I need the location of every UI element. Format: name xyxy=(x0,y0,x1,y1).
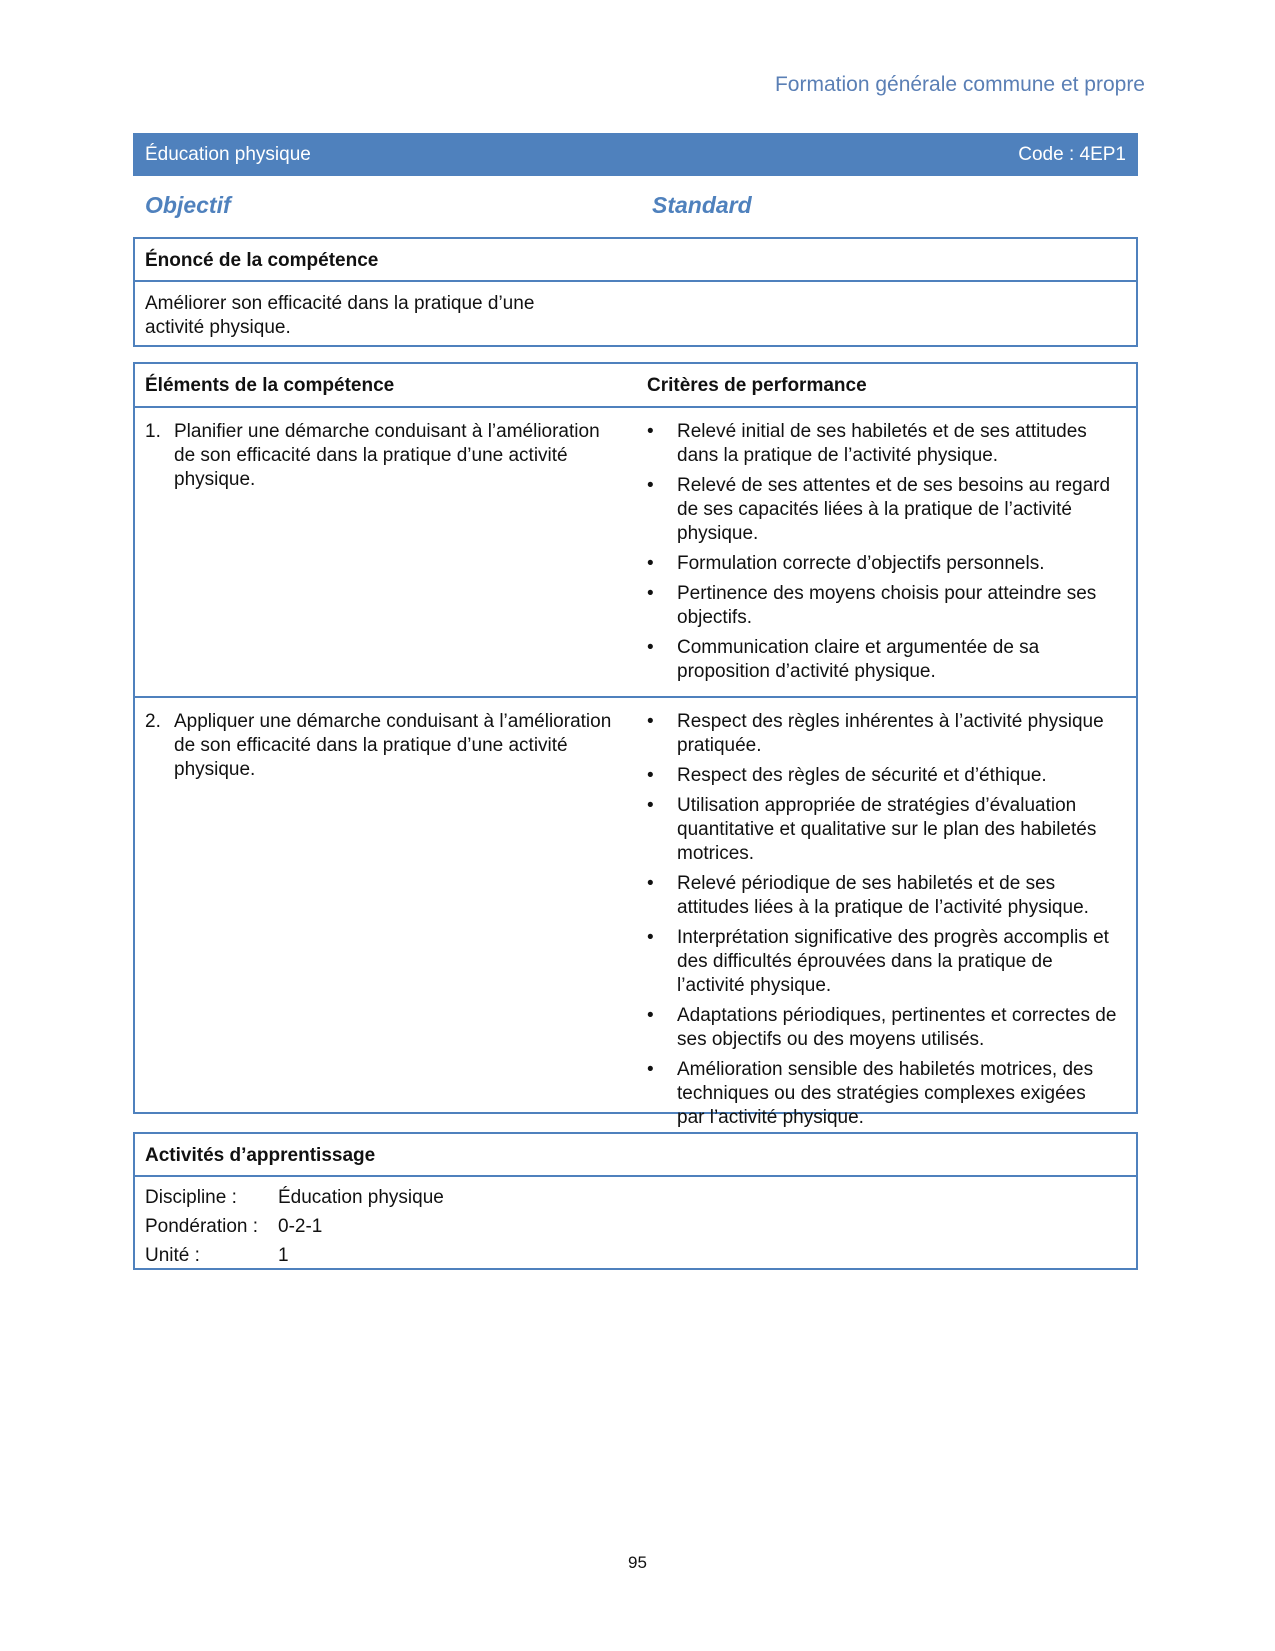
element-description: Appliquer une démarche conduisant à l’amélioration de son efficacité dans la pratique d’une activité physique. xyxy=(174,711,612,780)
statement-box xyxy=(133,237,1138,347)
activity-row xyxy=(145,1183,1126,1212)
activities-box xyxy=(133,1132,1138,1270)
objective-standard-row xyxy=(145,192,1138,219)
table-row xyxy=(135,698,1136,1142)
element-number: 1. xyxy=(145,421,161,442)
activity-key: Unité : xyxy=(145,1245,200,1266)
list-item: • Formulation correcte d’objectifs personnels. xyxy=(647,552,1117,576)
col-elements-heading: Éléments de la compétence xyxy=(145,375,395,396)
criteria-list xyxy=(647,698,1117,1142)
list-item: • Pertinence des moyens choisis pour atteindre ses objectifs. xyxy=(647,582,1117,630)
program-header: Formation générale commune et propre xyxy=(774,73,1145,96)
standard-label: Standard xyxy=(652,192,752,218)
list-item: • Relevé initial de ses habiletés et de ses attitudes dans la pratique de l’activité physique. xyxy=(647,420,1117,468)
table-row xyxy=(135,408,1136,698)
statement-text: Améliorer son efficacité dans la pratique d’une activité physique. xyxy=(145,293,535,338)
list-item: • Relevé périodique de ses habiletés et de ses attitudes liées à la pratique de l’activité physique. xyxy=(647,872,1117,920)
list-item: • Amélioration sensible des habiletés motrices, des techniques ou des stratégies complexes exigées par l’activité physique. xyxy=(647,1058,1117,1130)
course-discipline: Éducation physique xyxy=(145,143,311,165)
criteria-list xyxy=(647,408,1117,696)
list-item: • Interprétation significative des progrès accomplis et des difficultés éprouvées dans la pratique de l’activité physique. xyxy=(647,926,1117,998)
list-item: • Utilisation appropriée de stratégies d’évaluation quantitative et qualitative sur le plan des habiletés motrices. xyxy=(647,794,1117,866)
activities-details xyxy=(135,1177,1136,1276)
activity-value: 0-2-1 xyxy=(278,1216,323,1237)
col-criteria-heading: Critères de performance xyxy=(647,375,867,396)
competence-table xyxy=(133,362,1138,1128)
element-text xyxy=(145,420,615,492)
list-item: • Communication claire et argumentée de sa proposition d’activité physique. xyxy=(647,636,1117,684)
course-code: Code : 4EP1 xyxy=(1018,143,1126,165)
activity-value: Éducation physique xyxy=(278,1187,444,1208)
competence-table-header xyxy=(135,364,1136,408)
list-item: • Respect des règles de sécurité et d’éthique. xyxy=(647,764,1117,788)
activity-row xyxy=(145,1241,1126,1270)
activities-heading: Activités d’apprentissage xyxy=(135,1134,1136,1177)
activity-value: 1 xyxy=(278,1245,289,1266)
activity-key: Discipline : xyxy=(145,1187,237,1208)
page-number: 95 xyxy=(628,1553,647,1572)
list-item: • Adaptations périodiques, pertinentes et correctes de ses objectifs ou des moyens utilisés. xyxy=(647,1004,1117,1052)
statement-heading: Énoncé de la compétence xyxy=(135,239,1136,282)
activity-row xyxy=(145,1212,1126,1241)
list-item: • Respect des règles inhérentes à l’activité physique pratiquée. xyxy=(647,710,1117,758)
course-band xyxy=(133,133,1138,176)
activity-key: Pondération : xyxy=(145,1216,259,1237)
objectif-label: Objectif xyxy=(145,192,231,218)
element-description: Planifier une démarche conduisant à l’amélioration de son efficacité dans la pratique d’une activité physique. xyxy=(174,421,600,490)
element-text xyxy=(145,710,615,782)
list-item: • Relevé de ses attentes et de ses besoins au regard de ses capacités liées à la pratique de l’activité physique. xyxy=(647,474,1117,546)
element-number: 2. xyxy=(145,711,161,732)
